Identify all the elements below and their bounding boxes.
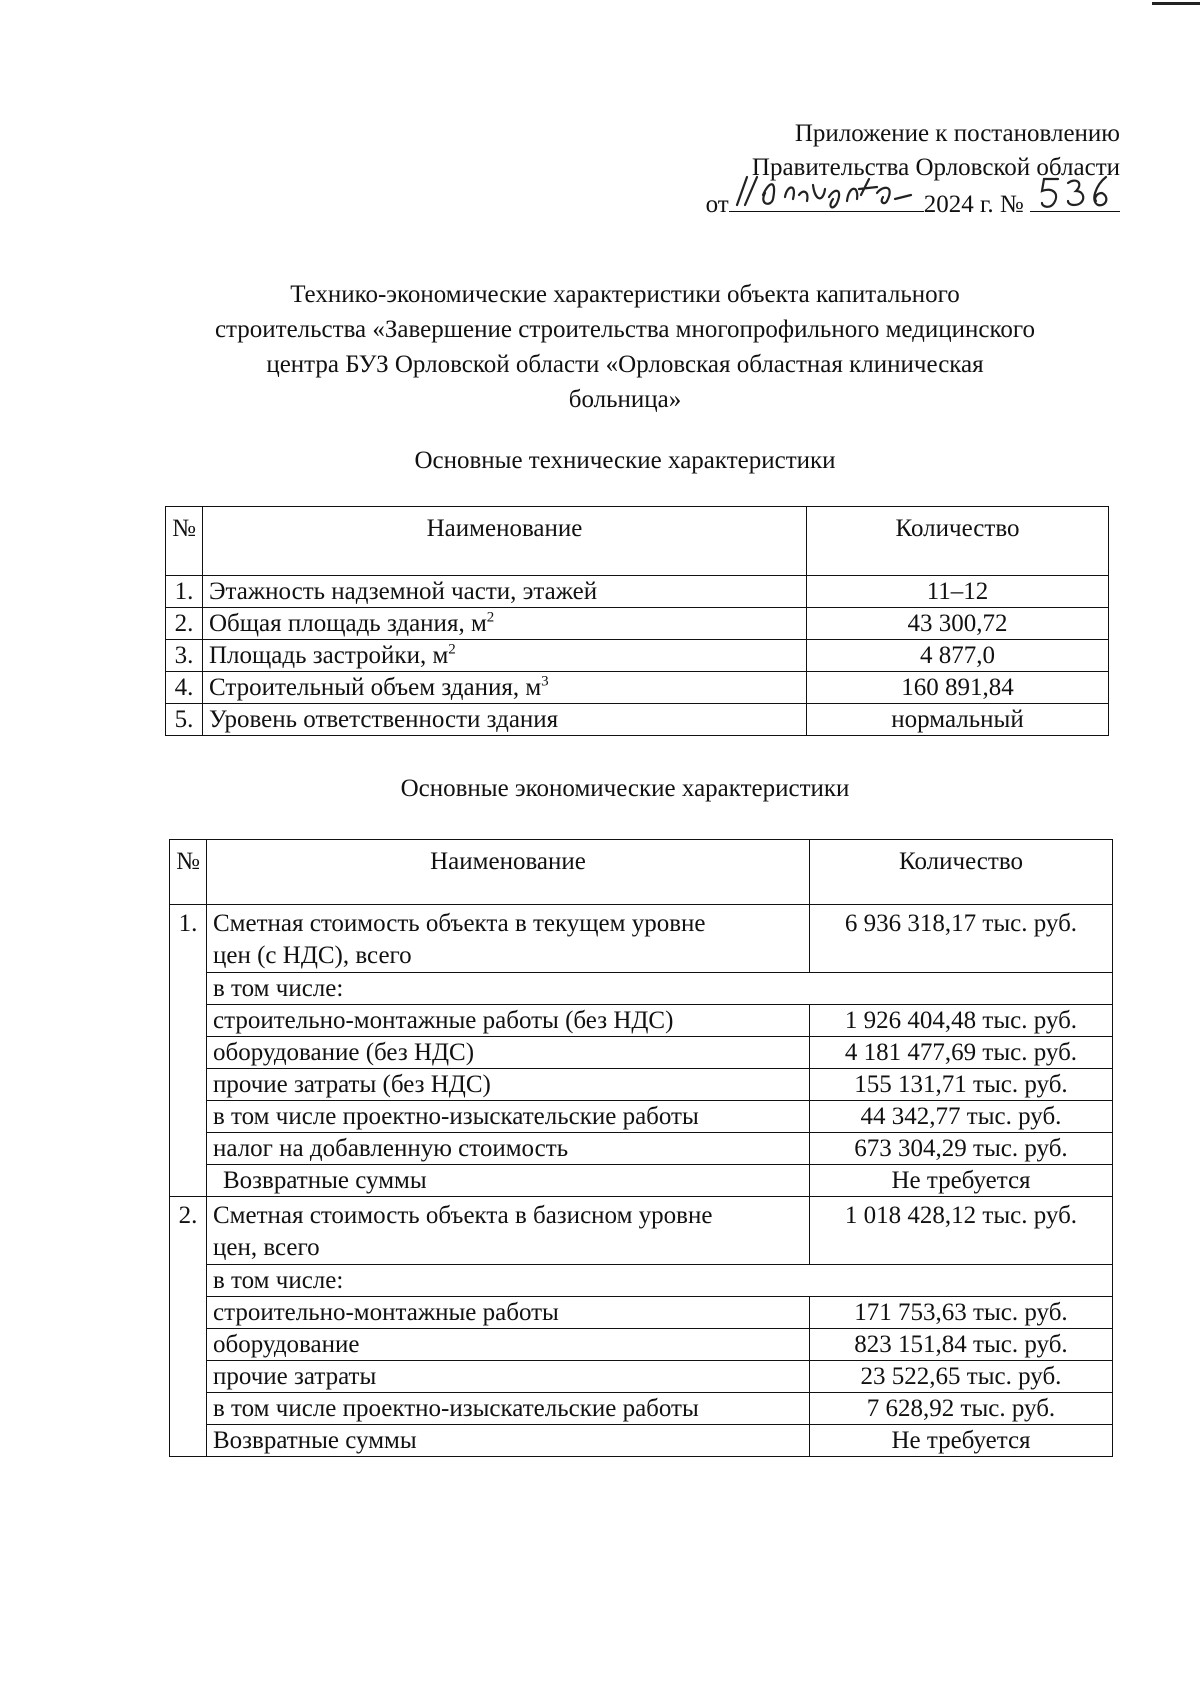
- header-num: №: [166, 507, 203, 576]
- row-num: 5.: [166, 704, 203, 736]
- item-name: оборудование (без НДС): [207, 1037, 810, 1069]
- header-line-2: Правительства Орловской области: [751, 154, 1120, 181]
- table-row: [170, 905, 1113, 973]
- table-row: [170, 1265, 1113, 1297]
- row-qty: 160 891,84: [807, 672, 1109, 704]
- table-row: [170, 973, 1113, 1005]
- item-value: 823 151,84 тыс. руб.: [810, 1329, 1113, 1361]
- item-value: 171 753,63 тыс. руб.: [810, 1297, 1113, 1329]
- item-name: строительно-монтажные работы: [207, 1297, 810, 1329]
- table-row: [170, 1037, 1113, 1069]
- item-value: 4 181 477,69 тыс. руб.: [810, 1037, 1113, 1069]
- table-row: [170, 1101, 1113, 1133]
- header-name: Наименование: [203, 507, 807, 576]
- header-num: №: [170, 840, 207, 905]
- item-name: прочие затраты: [207, 1361, 810, 1393]
- item-value: 155 131,71 тыс. руб.: [810, 1069, 1113, 1101]
- item-name: налог на добавленную стоимость: [207, 1133, 810, 1165]
- econ-subtitle: Основные экономические характеристики: [400, 775, 850, 802]
- table-row: [166, 672, 1109, 704]
- item-name: в том числе проектно-изыскательские работы: [207, 1101, 810, 1133]
- including-label: в том числе:: [207, 973, 1113, 1005]
- row-name: Уровень ответственности здания: [203, 704, 807, 736]
- handwritten-number: [1030, 185, 1120, 212]
- table-row: [170, 1005, 1113, 1037]
- document-title: [130, 277, 1120, 417]
- item-value: 673 304,29 тыс. руб.: [810, 1133, 1113, 1165]
- row-name-cell: [203, 672, 807, 704]
- table-row: [166, 608, 1109, 640]
- row-name: Площадь застройки, м: [209, 642, 449, 669]
- table-row: [166, 704, 1109, 736]
- table-row: [170, 1361, 1113, 1393]
- item-value: Не требуется: [810, 1425, 1113, 1457]
- title-line-2: строительства «Завершение строительства многопрофильного медицинского: [214, 316, 1036, 343]
- table-row: [170, 1069, 1113, 1101]
- item-value: 44 342,77 тыс. руб.: [810, 1101, 1113, 1133]
- header-qty: Количество: [810, 840, 1113, 905]
- header-line-3: [640, 185, 1120, 222]
- table-row: [170, 1297, 1113, 1329]
- group-name-line-1: Сметная стоимость объекта в базисном уровне: [213, 1202, 713, 1229]
- handwritten-number-signature: [1030, 171, 1120, 215]
- group-num: 1.: [170, 905, 207, 1197]
- appendix-header: [640, 117, 1120, 222]
- group-name-line-2: цен (с НДС), всего: [213, 942, 412, 969]
- row-qty: нормальный: [807, 704, 1109, 736]
- item-name: прочие затраты (без НДС): [207, 1069, 810, 1101]
- row-num: 1.: [166, 576, 203, 608]
- group-name-cell: [207, 905, 810, 973]
- item-name: строительно-монтажные работы (без НДС): [207, 1005, 810, 1037]
- item-name: Возвратные суммы: [207, 1425, 810, 1457]
- including-label: в том числе:: [207, 1265, 1113, 1297]
- table-row: [170, 1197, 1113, 1265]
- table-row: [170, 1393, 1113, 1425]
- row-name-cell: [203, 640, 807, 672]
- econ-table: [169, 839, 1113, 1457]
- item-value: 1 926 404,48 тыс. руб.: [810, 1005, 1113, 1037]
- item-value: Не требуется: [810, 1165, 1113, 1197]
- title-line-4: больница»: [568, 386, 682, 413]
- group-total: 1 018 428,12 тыс. руб.: [810, 1197, 1113, 1265]
- from-label: от: [705, 191, 729, 218]
- header-qty: Количество: [807, 507, 1109, 576]
- row-name: Строительный объем здания, м: [209, 674, 542, 701]
- row-qty: 43 300,72: [807, 608, 1109, 640]
- item-value: 7 628,92 тыс. руб.: [810, 1393, 1113, 1425]
- table-row: [170, 1425, 1113, 1457]
- table-row: [166, 640, 1109, 672]
- item-name: оборудование: [207, 1329, 810, 1361]
- unit-exponent: 2: [448, 641, 456, 658]
- header-line-1: Приложение к постановлению: [794, 120, 1120, 147]
- row-num: 4.: [166, 672, 203, 704]
- unit-exponent: 3: [541, 673, 549, 690]
- group-total: 6 936 318,17 тыс. руб.: [810, 905, 1113, 973]
- row-name: Этажность надземной части, этажей: [203, 576, 807, 608]
- row-num: 3.: [166, 640, 203, 672]
- year-label: 2024 г. №: [923, 191, 1024, 218]
- row-qty: 11–12: [807, 576, 1109, 608]
- row-name: Общая площадь здания, м: [209, 610, 487, 637]
- unit-exponent: 2: [486, 609, 495, 626]
- scan-edge-mark: [1152, 2, 1200, 5]
- tech-subtitle: Основные технические характеристики: [414, 447, 836, 474]
- item-name: Возвратные суммы: [207, 1165, 810, 1197]
- group-name-line-1: Сметная стоимость объекта в текущем уровне: [213, 910, 706, 937]
- tech-table: [165, 506, 1109, 736]
- item-value: 23 522,65 тыс. руб.: [810, 1361, 1113, 1393]
- tech-header-row: [166, 507, 1109, 576]
- header-name: Наименование: [207, 840, 810, 905]
- group-name-cell: [207, 1197, 810, 1265]
- table-row: [166, 576, 1109, 608]
- table-row: [170, 1329, 1113, 1361]
- handwritten-date-signature: [729, 171, 924, 215]
- item-name: в том числе проектно-изыскательские работы: [207, 1393, 810, 1425]
- table-row: [170, 1165, 1113, 1197]
- row-num: 2.: [166, 608, 203, 640]
- title-line-3: центра БУЗ Орловской области «Орловская областная клиническая: [266, 351, 984, 378]
- row-name-cell: [203, 608, 807, 640]
- group-name-line-2: цен, всего: [213, 1234, 320, 1261]
- econ-header-row: [170, 840, 1113, 905]
- title-line-1: Технико-экономические характеристики объекта капитального: [290, 281, 960, 308]
- row-qty: 4 877,0: [807, 640, 1109, 672]
- handwritten-date: [729, 185, 924, 212]
- table-row: [170, 1133, 1113, 1165]
- group-num: 2.: [170, 1197, 207, 1457]
